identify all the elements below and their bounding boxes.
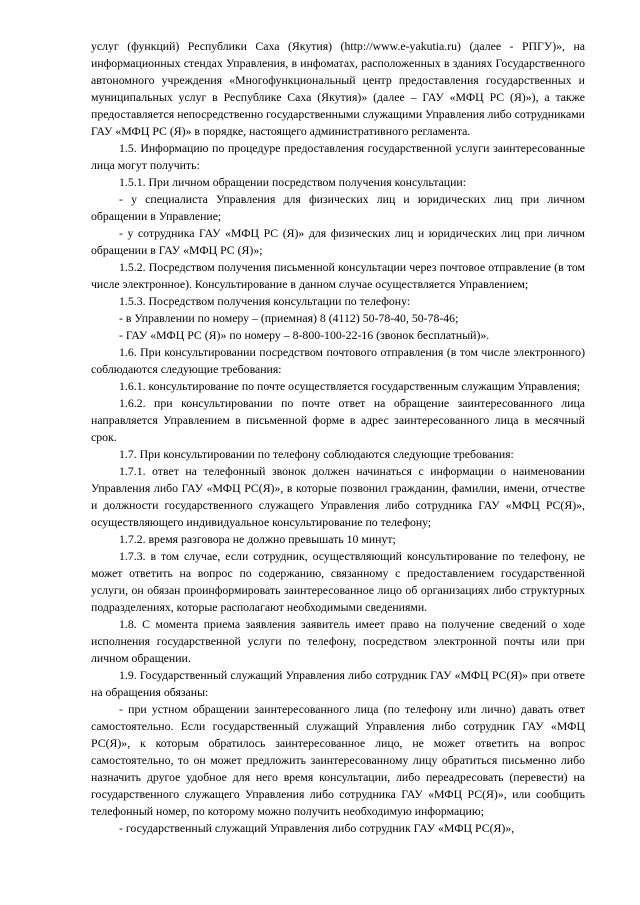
paragraph: - при устном обращении заинтересованного лица (по телефону или лично) давать ответ самостоятельно. Если государственный служащий Управления либо сотрудник ГАУ «МФЦ РС(Я)», к которым обратилось заинтересованное лицо, не может ответить на вопрос самостоятельно, то он может предложить заинтересованному лицу обратиться письменно либо назначить другое удобное для него время консультации, либо переадресовать (перевести) на государственного служащего Управления либо сотрудника ГАУ «МФЦ РС(Я)», или сообщить телефонный номер, по которому можно получить необходимую информацию; (91, 702, 585, 818)
paragraph: 1.9. Государственный служащий Управления либо сотрудник ГАУ «МФЦ РС(Я)» при ответе на обращения обязаны: (91, 668, 585, 699)
document-body (91, 38, 585, 837)
paragraph: 1.7. При консультировании по телефону соблюдаются следующие требования: (119, 447, 514, 461)
paragraph: 1.7.2. время разговора не должно превышать 10 минут; (119, 532, 396, 546)
paragraph: 1.5.1. При личном обращении посредством получения консультации: (119, 175, 467, 189)
paragraph: 1.7.1. ответ на телефонный звонок должен начинаться с информации о наименовании Управления либо ГАУ «МФЦ РС(Я)», в которые позвонил гражданин, фамилии, имени, отчестве и должности государственного служащего Управления либо сотрудника ГАУ «МФЦ РС(Я)», осуществляющего индивидуальное консультирование по телефону; (91, 464, 585, 529)
paragraph: услуг (функций) Республики Саха (Якутия) (http://www.e-yakutia.ru) (далее - РПГУ)», на информационных стендах Управления, в инфоматах, расположенных в зданиях Государственного автономного учреждения «Многофункциональный центр предоставления государственных и муниципальных услуг в Республике Саха (Якутия)» (далее – ГАУ «МФЦ РС (Я)»), а также предоставляется непосредственно государственными служащими Управления либо сотрудниками ГАУ «МФЦ РС (Я)» в порядке, настоящего административного регламента. (91, 39, 585, 138)
paragraph: - у специалиста Управления для физических лиц и юридических лиц при личном обращении в Управление; (91, 192, 585, 223)
paragraph: 1.5.2. Посредством получения письменной консультации через почтовое отправление (в том числе электронное). Консультирование в данном случае осуществляется Управлением; (91, 260, 585, 291)
paragraph: 1.6.1. консультирование по почте осуществляется государственным служащим Управления; (119, 379, 581, 393)
paragraph: - в Управлении по номеру – (приемная) 8 (4112) 50-78-40, 50-78-46; (119, 311, 459, 325)
paragraph: 1.6. При консультировании посредством почтового отправления (в том числе электронного) соблюдаются следующие требования: (91, 345, 585, 376)
paragraph: 1.6.2. при консультировании по почте ответ на обращение заинтересованного лица направляется Управлением в письменной форме в адрес заинтересованного лица в месячный срок. (91, 396, 585, 444)
paragraph: 1.7.3. в том случае, если сотрудник, осуществляющий консультирование по телефону, не может ответить на вопрос по содержанию, связанному с предоставлением государственной услуги, он обязан проинформировать заинтересованное лицо об организациях либо структурных подразделениях, которые располагают необходимыми сведениями. (91, 549, 585, 614)
paragraph: - государственный служащий Управления либо сотрудник ГАУ «МФЦ РС(Я)», (119, 821, 515, 835)
paragraph: 1.5. Информацию по процедуре предоставления государственной услуги заинтересованные лица могут получить: (91, 141, 585, 172)
paragraph: - у сотрудника ГАУ «МФЦ РС (Я)» для физических лиц и юридических лиц при личном обращении в ГАУ «МФЦ РС (Я)»; (91, 226, 585, 257)
paragraph: - ГАУ «МФЦ РС (Я)» по номеру – 8-800-100-22-16 (звонок бесплатный)». (119, 328, 490, 342)
paragraph: 1.5.3. Посредством получения консультации по телефону: (119, 294, 411, 308)
paragraph: 1.8. С момента приема заявления заявитель имеет право на получение сведений о ходе исполнения государственной услуги по телефону, посредством электронной почты или при личном обращении. (91, 617, 585, 665)
